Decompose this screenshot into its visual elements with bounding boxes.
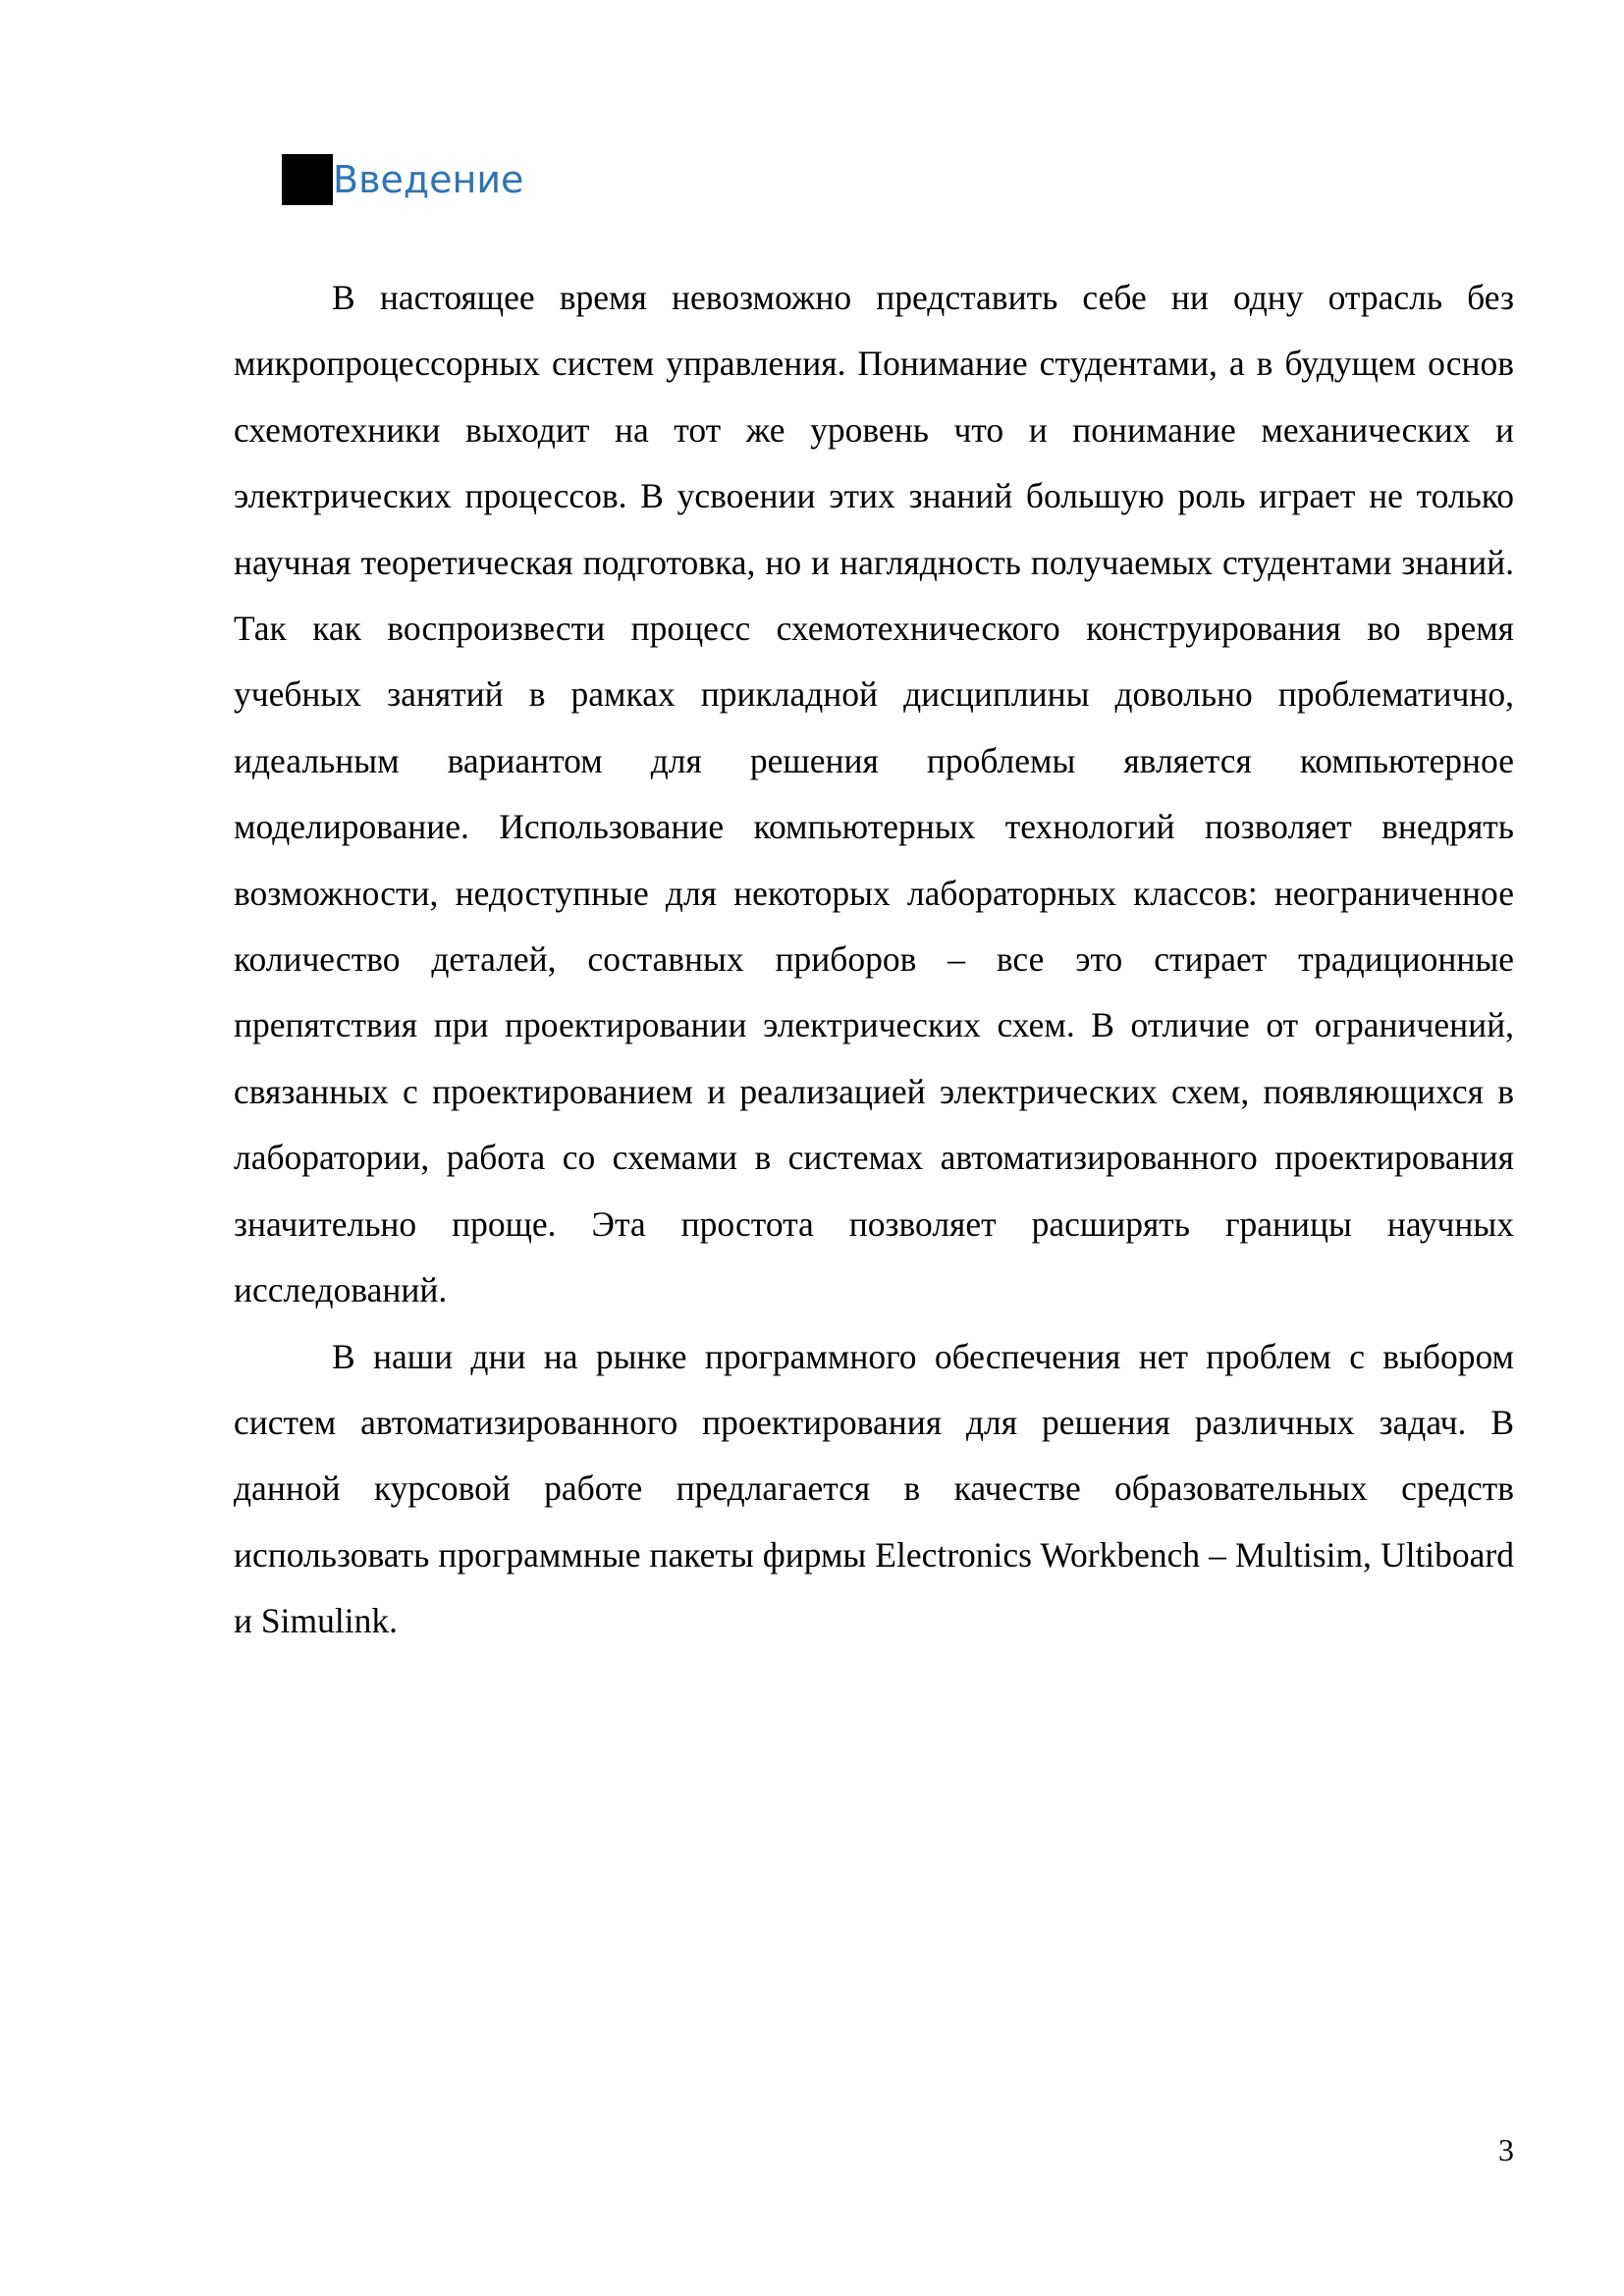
paragraph-1: В настоящее время невозможно представить себе ни одну отрасль без микропроцессорных систем управления. Понимание студентами, а в будущем основ схемотехники выходит на тот же уровень что и понимание механических и электрических процессов. В усвоении этих знаний большую роль играет не только научная теоретическая подготовка, но и наглядность получаемых студентами знаний. Так как воспроизвести процесс схемотехнического конструирования во время учебных занятий в рамках прикладной дисциплины довольно проблематично, идеальным вариантом для решения проблемы является компьютерное моделирование. Использование компьютерных технологий позволяет внедрять возможности, недоступные для некоторых лабораторных классов: неограниченное количество деталей, составных приборов – все это стирает традиционные препятствия при проектировании электрических схем. В отличие от ограничений, связанных с проектированием и реализацией электрических схем, появляющихся в лаборатории, работа со схемами в системах автоматизированного проектирования значительно проще. Эта простота позволяет расширять границы научных исследований.: [234, 278, 1514, 1310]
body-text: [234, 265, 1514, 1655]
page-number: 3: [1498, 2132, 1514, 2167]
heading-title: Введение: [333, 158, 524, 201]
heading-marker-block: [282, 154, 333, 205]
paragraph-2: В наши дни на рынке программного обеспечения нет проблем с выбором систем автоматизированного проектирования для решения различных задач. В данной курсовой работе предлагается в качестве образовательных средств использовать программные пакеты фирмы Electronics Workbench – Multisim, Ultiboard и Simulink.: [234, 1336, 1514, 1641]
section-heading: [282, 154, 523, 205]
